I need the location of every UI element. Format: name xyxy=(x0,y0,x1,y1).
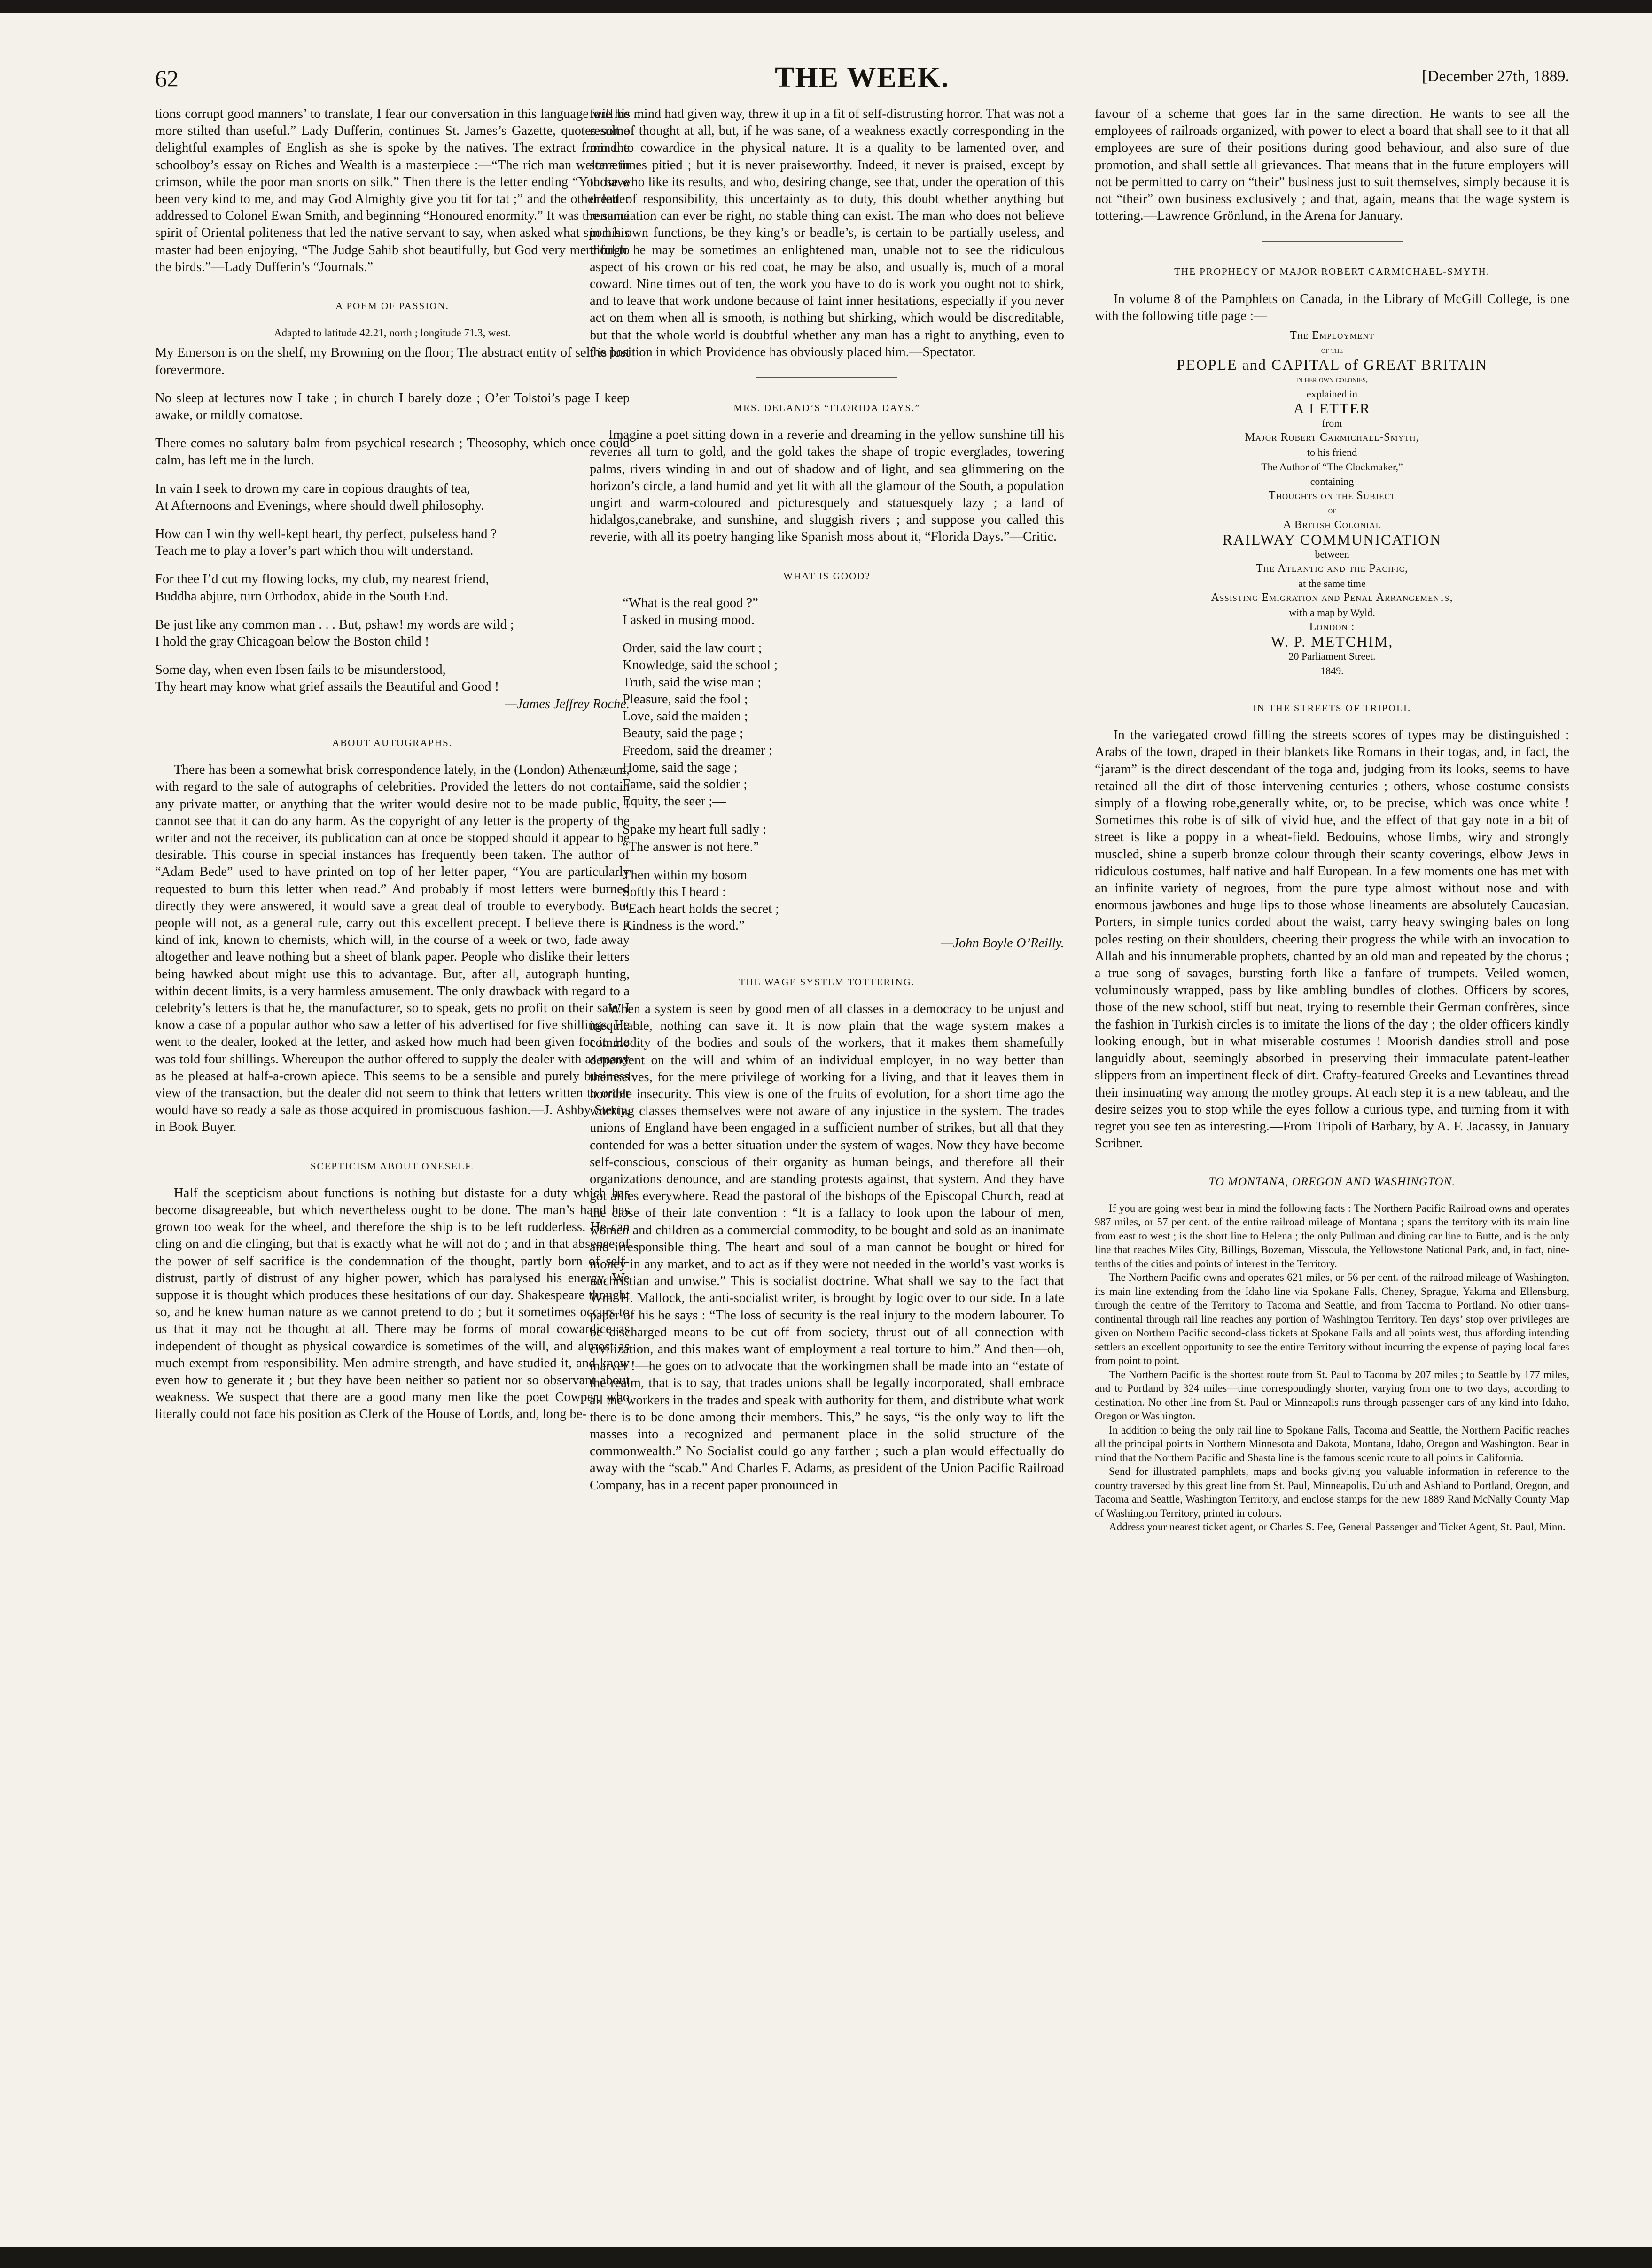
title-page-line: London : xyxy=(1309,621,1355,633)
tripoli-body: In the variegated crowd filling the streets scores of types may be distinguished : Arabs of the town, draped in their blankets like Romans in their togas, and, in fact, the “jaram” is the direct descendant of the toga and, judging from its looks, seems to have retained all the dirt of those intervening centuries ; others, whose costume consists simply of a flowing robe,generally white, or, to be precise, which was once white ! Sometimes this robe is of silk of vivid hue, and the effect of that gay note in a bit of street is like a poppy in a wheat-field. Bedouins, whose limbs, wiry and strongly muscled, shine a superb bronze colour through their scanty coverings, elbow Jews in ridiculous costumes, half native and half European. In a few moments one has met with an infinite variety of negroes, from the pure type almost without nose and with enormous jawbones and huge lips to those whose lineaments are absolutely Caucasian. Porters, in simple tunics corded about the waist, carry heavy swinging bales on long poles resting on their shoulders, cheering their progress the while with an invocation to Allah and his innumerable prophets, chanted by an old man and repeated by the chorus ; a true song of savages, bursting forth like a fanfare of trumpets. Veiled women, voluminously wrapped, pass by like ambling bundles of clothes. Officers by scores, those of the new school, stiff but neat, trying to resemble their German confrères, since the fashion in Turkish circles is to imitate the lions of the day ; the older officers kindly looking enough, but in what miserable costumes ! Moorish dandies stroll and pose languidly about, seemingly absorbed in preserving their immaculate patent-leather slippers from an impertinent fleck of dirt. Crafty-featured Greeks and Levantines thread their insinuating way among the motley groups. At each step it is a new tableau, and the desire seizes you to stop while the eyes follow a curious type, and turning from it with regret you see ten as interesting.—From Tripoli of Barbary, by A. F. Jacassy, in January Scribner. xyxy=(1095,728,1569,1151)
prophecy-body: In volume 8 of the Pamphlets on Canada, in the Library of McGill College, is one with the following title page :— xyxy=(1095,291,1569,323)
title-page-line: 20 Parliament Street. xyxy=(1288,650,1376,662)
poem-line: Love, said the maiden ; xyxy=(623,709,748,724)
poem-line: “The answer is not here.” xyxy=(623,839,759,854)
montana-advert-title: TO MONTANA, OREGON AND WASHINGTON. xyxy=(1208,1176,1456,1189)
poem-line: At Afternoons and Evenings, where should dwell philosophy. xyxy=(155,498,484,513)
poem-line: Teach me to play a lover’s part which thou wilt understand. xyxy=(155,544,474,559)
wage-system-continuation: favour of a scheme that goes far in the same direction. He wants to see all the employees of railroads organized, with power to elect a board that shall see to it that all employees are sure of their positions during good behaviour, and also sure of due promotion, and shall settle all grievances. That means that in the future employers will not be permitted to carry on “their” business just to suit themselves, simply because it is not “their” own business exclusively ; and that, again, means that the wage system is tottering.—Lawrence Grönlund, in the Arena for January. xyxy=(1095,107,1569,224)
poem-line: Home, said the sage ; xyxy=(623,760,738,775)
title-page-line: The Employment xyxy=(1290,329,1374,342)
poem-line: Equity, the seer ;— xyxy=(623,794,726,809)
poem-line: Beauty, said the page ; xyxy=(623,726,743,741)
dufferin-continuation: tions corrupt good manners’ to translate, I fear our conversation in this language will be more stilted than useful.” Lady Dufferin, continues St. James’s Gazette, quotes some delightful examples of English as she is spoke by the natives. The extract from the schoolboy’s essay on Riches and Wealth is a masterpiece :—“The rich man welters in crimson, while the poor man snorts on silk.” Then there is the letter ending “You have been very kind to me, and may God Almighty give you tit for tat ;” and the other letter addressed to Colonel Ewan Smith, and beginning “Honoured enormity.” It was the same spirit of Oriental politeness that led the native servant to say, when asked what sport his master had been enjoying, “The Judge Sahib shot beautifully, but God very merciful to the birds.”—Lady Dufferin’s “Journals.” xyxy=(155,107,630,274)
page-header xyxy=(155,61,1569,103)
title-page-line: PEOPLE and CAPITAL of GREAT BRITAIN xyxy=(1177,356,1488,374)
column-1 xyxy=(155,106,630,2229)
title-page-line: Thoughts on the Subject xyxy=(1268,490,1396,502)
poem-line: I asked in musing mood. xyxy=(623,613,755,628)
poem-line: For thee I’d cut my flowing locks, my club, my nearest friend, xyxy=(155,572,489,587)
wage-system-title: THE WAGE SYSTEM TOTTERING. xyxy=(739,976,915,988)
title-page-line: The Atlantic and the Pacific, xyxy=(1256,562,1408,575)
title-page-line: W. P. METCHIM, xyxy=(1270,633,1394,650)
page-number: 62 xyxy=(155,65,179,92)
title-page-line: in her own colonies, xyxy=(1296,374,1368,384)
autographs-body: There has been a somewhat brisk correspondence lately, in the (London) Athenæum, with regard to the sale of autographs of celebrities. Provided the letters do not contain any private matter, or anything that the writer would desire not to be made public, I cannot see that it can do any harm. As the copyright of any letter is the property of the writer and not the receiver, its publication can at once be stopped should it appear to be desirable. This course in special instances has frequently been taken. The author of “Adam Bede” used to have printed on top of her letter paper, “You are particularly requested to burn this letter when read.” And probably if most letters were burned directly they were answered, it would save a great deal of trouble to everybody. But people will not, as a general rule, carry out this excellent precept. I believe there is a kind of ink, known to chemists, which will, in the course of a week or two, fade away altogether and leave nothing but a sheet of blank paper. People who dislike their letters being hawked about might use this to advantage. But, after all, autograph hunting, within decent limits, is a very harmless amusement. The only drawback with regard to a celebrity’s letters is that he, the manufacturer, so to speak, gets no profit on their sale. I know a case of a popular author who saw a letter of his advertised for five shillings. He went to the dealer, looked at the letter, and asked how much had been given for it. He was told four shillings. Whereupon the author offered to supply the dealer with as many as he pleased at half-a-crown apiece. This seems to be a sensible and purely business view of the transaction, but the dealer did not seem to think that letters written to order would have so ready a sale as those acquired in promiscuous fashion.—J. Ashby Sterry, in Book Buyer. xyxy=(155,763,630,1135)
title-page-line: of the xyxy=(1321,345,1343,355)
advert-paragraph: Send for illustrated pamphlets, maps and books giving you valuable information in reference to the country traversed by this great line from St. Paul, Minneapolis, Duluth and Ashland to Portland, Oregon, and Tacoma and Seattle, Washington Territory, and enclose stamps for the new 1889 Rand McNally County Map of Washington Territory, printed in colours. xyxy=(1095,1465,1569,1519)
scepticism-body: Half the scepticism about functions is nothing but distaste for a duty which has become disagreeable, but which nevertheless ought to be done. The man’s hand has grown too weak for the wheel, and therefore the ship is to be left rudderless. He can cling on and die clinging, but that is exactly what he will not do ; and in that absence of the power of self sacrifice is the condemnation of the thought, partly born of self-distrust, partly of distrust of any higher power, which has paralysed his energy. We suppose it is thought which produces these hesitations of our day. Shakespeare thought so, and he knew human nature as we cannot pretend to do ; but it sometimes occurs to us that it may not be thought at all. There may be forms of moral cowardice as independent of thought as physical cowardice is sometimes of the will, and almost as much exempt from responsibility. Men admire strength, and have studied it, and know even how to generate it ; but they have been neither so patient nor so observant about weakness. We suspect that there are a good many men like the poet Cowper, who literally could not face his position as Clerk of the House of Lords, and, long be- xyxy=(155,1185,630,1422)
what-is-good-title: WHAT IS GOOD? xyxy=(783,570,871,582)
column-2 xyxy=(590,106,1064,2229)
title-page-line: A British Colonial xyxy=(1283,519,1381,531)
poem-line: Knowledge, said the school ; xyxy=(623,658,778,673)
poem-line: Pleasure, said the fool ; xyxy=(623,692,748,707)
page-title: THE WEEK. xyxy=(775,62,950,94)
section-rule xyxy=(756,377,897,378)
title-page-line: with a map by Wyld. xyxy=(1289,607,1375,619)
poem-line: Order, said the law court ; xyxy=(623,641,762,656)
title-page-line: from xyxy=(1322,417,1342,429)
scepticism-title: SCEPTICISM ABOUT ONESELF. xyxy=(310,1160,475,1172)
page-date: [December 27th, 1889. xyxy=(1422,68,1569,85)
poem-attribution: —James Jeffrey Roche. xyxy=(505,696,630,711)
poem-line: Some day, when even Ibsen fails to be misunderstood, xyxy=(155,662,446,678)
title-page-line: between xyxy=(1315,548,1349,561)
advert-paragraph: The Northern Pacific is the shortest route from St. Paul to Tacoma by 207 miles ; to Seattle by 177 miles, and to Portland by 324 miles—time correspondingly shorter, varying from one to two days, according to destination. No other line from St. Paul or Minneapolis runs through passenger cars of any kind into Idaho, Oregon or Washington. xyxy=(1095,1368,1569,1422)
poem-line: How can I win thy well-kept heart, thy perfect, pulseless hand ? xyxy=(155,527,497,542)
poem-of-passion-title: A POEM OF PASSION. xyxy=(335,300,449,312)
title-page-line: Major Robert Carmichael-Smyth, xyxy=(1245,431,1419,444)
wage-system-body: When a system is seen by good men of all classes in a democracy to be unjust and inequitable, nothing can save it. It is now plain that the wage system makes a commodity of the bodies and souls of the workers, that it makes them shamefully dependent on the will and whim of an individual employer, in no way better than themselves, for the mere privilege of working for a living, and that it leaves them in horrible insecurity. This view is one of the fruits of evolution, for a short time ago the working classes themselves were not aware of any injustice in the system. The trades unions of England have been engaged in a sufficient number of strikes, but all that they contended for was a better situation under the system of wages. Now they have become self-conscious, conscious of their organity as human beings, and therefore all their organizations denounce, and are standing protests against, that system. And they have got allies everywhere. Read the pastoral of the bishops of the Episcopal Church, read at the close of their late convention : “It is a fallacy to look upon the labour of men, women and children as a commercial commodity, to be bought and sold as an inanimate and irresponsible thing. The heart and soul of a man cannot be bought or hired for money in any market, and to act as if they were not needed in the world’s vast works is unchristian and unwise.” This is socialist doctrine. What shall we say to the fact that Wm. H. Mallock, the anti-socialist writer, is brought by logic over to our side. In a late paper of his he says : “The loss of security is the real injury to the modern labourer. To be discharged means to be cut off from society, thrust out of all connection with civilization, and this makes want of employment a real torture to him.” And then—oh, marvel !—he goes on to advocate that the workingmen shall be made into an “estate of the realm, that is to say, that trades unions shall be legally incorporated, shall embrace all the workers in the trades and speak with authority for them, and distribute what work there is to be done among their members. This,” he says, “is the only way to lift the masses into a recognized and permanent place in the solid structure of the commonwealth.” No Socialist could go any farther ; such a plan would effectually do away with the “scab.” And Charles F. Adams, as president of the Union Pacific Railroad Company, has in a recent paper pronounced in xyxy=(590,1001,1064,1493)
poem-line: Truth, said the wise man ; xyxy=(623,675,762,690)
poem-line: Then within my bosom xyxy=(623,867,748,882)
prophecy-title: THE PROPHECY OF MAJOR ROBERT CARMICHAEL-SMYTH. xyxy=(1174,266,1490,278)
column-3 xyxy=(1095,106,1569,2229)
florida-days-body: Imagine a poet sitting down in a reverie and dreaming in the yellow sunshine till his reveries all turn to gold, and the gold takes the shape of tropic everglades, towering palms, rivers winding in and out of shadow and of light, and sea glimmering on the horizon’s circle, a land humid and yet lit with all the glamour of the South, a population ungirt and warm-coloured and picturesquely and statuesquely lazy ; a land of hidalgos,canebrake, and sunshine, and sluggish rivers ; and suppose you called this reverie, with all its poetry hanging like Spanish moss about it, “Florida Days.”—Critic. xyxy=(590,428,1064,545)
title-page-line: containing xyxy=(1310,475,1354,488)
title-page-line: 1849. xyxy=(1320,665,1344,677)
poem-line: Thy heart may know what grief assails the Beautiful and Good ! xyxy=(155,679,499,694)
poem-of-passion xyxy=(155,344,630,712)
title-page-line: explained in xyxy=(1306,388,1358,400)
poem-stanza: My Emerson is on the shelf, my Browning on the floor; The abstract entity of self is lost forevermore. xyxy=(155,345,630,377)
poem-line: Fame, said the soldier ; xyxy=(623,777,748,792)
top-scan-edge xyxy=(0,0,1652,13)
advert-paragraph: In addition to being the only rail line to Spokane Falls, Tacoma and Seattle, the Northern Pacific reaches all the principal points in Northern Minnesota and Dakota, Montana, Idaho, Oregon and Washington. Bear in mind that the Northern Pacific and Shasta line is the famous scenic route to all points in California. xyxy=(1095,1424,1569,1464)
title-page-line: Assisting Emigration and Penal Arrangements, xyxy=(1211,592,1453,604)
poem-line: Kindness is the word.” xyxy=(623,919,745,934)
poem-line: Buddha abjure, turn Orthodox, abide in the South End. xyxy=(155,589,449,604)
title-page-line: at the same time xyxy=(1298,577,1366,590)
scepticism-continuation: fore his mind had given way, threw it up in a fit of self-distrusting horror. That was not a result of thought at all, but, if he was sane, of a weakness exactly corresponding in the mind to cowardice in the physical nature. It is a quality to be lamented over, and sometimes pitied ; but it is never praiseworthy. Indeed, it never is praised, except by those who like its results, and who, desiring change, see that, under the operation of this dread of responsibility, this uncertainty as to duty, this doubt whether anything but renunciation can ever be right, no stable thing can exist. The man who does not believe in his own functions, be they king’s or beadle’s, is certain to be partially useless, and though he may be sometimes an enlightened man, unable not to see the ridiculous aspect of his crown or his red coat, he may be also, and usually is, much of a moral coward. Nine times out of ten, the work you have to do is work you ought not to shirk, and to leave that work undone because of faint inner hesitations, especially if you never act on them when all is smooth, is nothing but shirking, which would be discreditable, but that the whole world is doubtful whether any man has a right to anything, even to the position in which Providence has obviously placed him.—Spectator. xyxy=(590,107,1064,359)
montana-advert xyxy=(1095,1201,1569,1534)
title-page-line: to his friend xyxy=(1307,446,1357,459)
poem-line: I hold the gray Chicagoan below the Boston child ! xyxy=(155,634,429,649)
poem-line: In vain I seek to drown my care in copious draughts of tea, xyxy=(155,481,470,496)
poem-line: Spake my heart full sadly : xyxy=(623,822,767,837)
poem-stanza: There comes no salutary balm from psychical research ; Theosophy, which once could calm, has left me in the lurch. xyxy=(155,436,630,468)
title-page-line: The Author of “The Clockmaker,” xyxy=(1261,461,1403,473)
poem-stanza xyxy=(623,640,1064,810)
pamphlet-title-page xyxy=(1095,328,1569,678)
poem-stanza: No sleep at lectures now I take ; in church I barely doze ; O’er Tolstoi’s page I keep awake, or mildly comatose. xyxy=(155,390,630,423)
autographs-title: ABOUT AUTOGRAPHS. xyxy=(332,737,453,748)
poem-of-passion-subtitle: Adapted to latitude 42.21, north ; longitude 71.3, west. xyxy=(273,327,511,339)
poem-line: Freedom, said the dreamer ; xyxy=(623,743,772,758)
advert-paragraph: If you are going west bear in mind the following facts : The Northern Pacific Railroad owns and operates 987 miles, or 57 per cent. of the entire railroad mileage of Montana ; spans the territory with its main line from east to west ; is the short line to Helena ; the only Pullman and dining car line to Butte, and is the only line that reaches Miles City, Billings, Bozeman, Missoula, the Yellowstone National Park, and, in fact, nine-tenths of the cities and points of interest in the Territory. xyxy=(1095,1202,1569,1270)
florida-days-title: MRS. DELAND’S “FLORIDA DAYS.” xyxy=(733,402,920,414)
poem-line: “Each heart holds the secret ; xyxy=(623,902,779,917)
poem-line: Softly this I heard : xyxy=(623,884,726,899)
title-page-line: RAILWAY COMMUNICATION xyxy=(1222,531,1442,548)
tripoli-title: IN THE STREETS OF TRIPOLI. xyxy=(1253,702,1411,714)
poem-attribution: —John Boyle O’Reilly. xyxy=(941,935,1064,951)
title-page-line: of xyxy=(1328,506,1336,515)
poem-line: Be just like any common man . . . But, pshaw! my words are wild ; xyxy=(155,617,514,632)
poem-line: “What is the real good ?” xyxy=(623,595,758,610)
title-page-line: A LETTER xyxy=(1293,400,1371,417)
what-is-good-poem xyxy=(590,595,1064,952)
section-rule xyxy=(1262,241,1403,242)
bottom-scan-edge xyxy=(0,2247,1652,2268)
advert-paragraph: Address your nearest ticket agent, or Charles S. Fee, General Passenger and Ticket Agent, St. Paul, Minn. xyxy=(1109,1521,1566,1533)
advert-paragraph: The Northern Pacific owns and operates 621 miles, or 56 per cent. of the railroad mileage of Washington, its main line extending from the Idaho line via Spokane Falls, Cheney, Sprague, Yakima and Ellensburg, through the centre of the Territory to Tacoma and Seattle, and from Tacoma to Portland. No other trans-continental through rail line reaches any portion of Washington Territory. Ten days’ stop over privileges are given on Northern Pacific second-class tickets at Spokane Falls and all points west, thus affording intending settlers an excellent opportunity to see the entire Territory without incurring the expense of paying local fares from point to point. xyxy=(1095,1271,1569,1367)
